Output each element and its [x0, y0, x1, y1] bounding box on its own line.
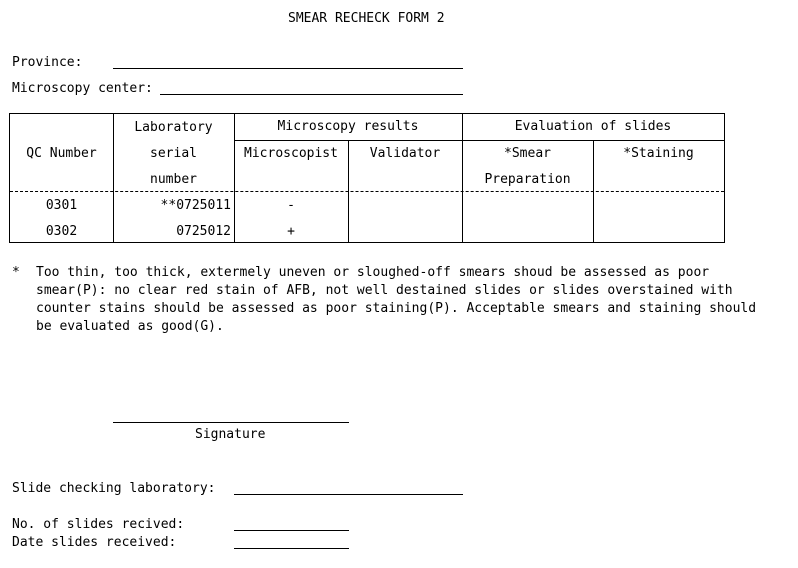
header-staining: *Staining [623, 146, 694, 161]
header-smear-1: *Smear [504, 146, 551, 161]
header-microscopy-results: Microscopy results [277, 119, 419, 134]
signature-label: Signature [195, 427, 266, 442]
province-field[interactable] [113, 68, 463, 69]
slides-received-field[interactable] [234, 530, 349, 531]
province-label: Province: [12, 55, 83, 70]
slides-received-label: No. of slides recived: [12, 517, 185, 532]
row-2-qc: 0302 [45, 224, 78, 239]
form-title: SMEAR RECHECK FORM 2 [288, 11, 445, 26]
header-lab-serial-1: Laboratory [134, 120, 213, 135]
lab-field[interactable] [234, 494, 463, 495]
microscopy-center-label: Microscopy center: [12, 81, 153, 96]
header-smear-2: Preparation [484, 172, 571, 187]
header-lab-serial-3: number [150, 172, 197, 187]
microscopy-center-field[interactable] [160, 94, 463, 95]
header-qc-number: QC Number [26, 146, 97, 161]
signature-line[interactable] [113, 422, 349, 423]
recheck-table [9, 113, 725, 243]
date-received-field[interactable] [234, 548, 349, 549]
date-received-label: Date slides received: [12, 535, 177, 550]
header-evaluation: Evaluation of slides [514, 119, 672, 134]
header-microscopist: Microscopist [244, 146, 338, 161]
header-lab-serial-2: serial [150, 146, 197, 161]
row-1-serial: **0725011 [160, 198, 231, 213]
row-1-microscopist: - [287, 198, 295, 213]
header-validator: Validator [369, 146, 441, 161]
row-2-serial: 0725012 [176, 224, 231, 239]
row-2-microscopist: + [287, 224, 295, 239]
note-text: Too thin, too thick, extermely uneven or sloughed-off smears shoud be assessed as poor smear(P): no clear red stain of AFB, not well destained slides or slides overstained with counter stains should be assessed as poor staining(P). Acceptable smears and staining should be evaluated as good(G). [36, 265, 757, 334]
row-1-qc: 0301 [45, 198, 78, 213]
lab-label: Slide checking laboratory: [12, 481, 216, 496]
note-marker: * [12, 265, 20, 280]
